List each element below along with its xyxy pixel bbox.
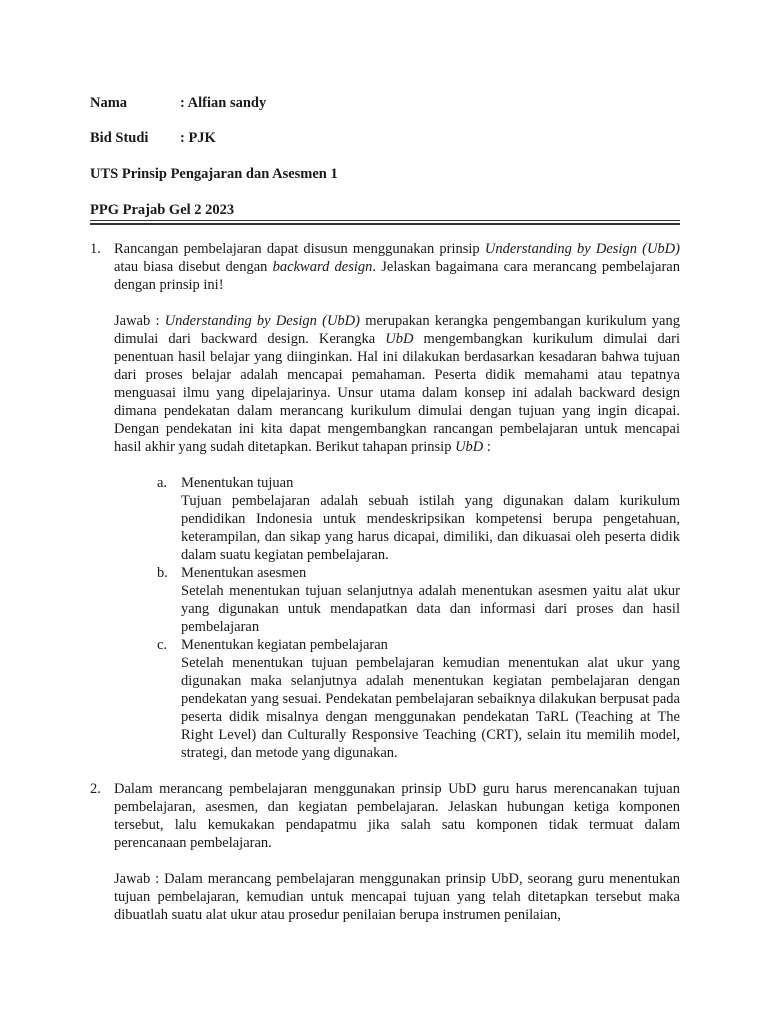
step-item: [157, 474, 680, 564]
question-number: 2.: [90, 781, 101, 797]
program-title: PPG Prajab Gel 2 2023: [90, 202, 235, 218]
step-title: Menentukan asesmen: [181, 565, 307, 581]
answer-text-part: mengembangkan kurikulum dimulai dari penentuan hasil belajar yang diinginkan. Hal ini dilakukan berdasarkan kesadaran bahwa tujuan dari proses belajar adalah mencapai pemahaman. Peserta didik memahami atau tepatnya menguasai ilmu yang dipelajarinya. Unsur utama dalam konsep ini adalah backward design dimana pendekatan dalam merancang kurikulum dimulai dengan tujuan yang ingin dicapai. Dengan pendekatan ini kita dapat mengembangkan rancangan pembelajaran untuk mencapai hasil akhir yang sudah ditetapkan. Berikut tahapan prinsip: [114, 331, 681, 455]
document-body: [90, 240, 680, 924]
question-text-part: . Jelaskan bagaimana cara merancang pembelajaran dengan prinsip ini!: [114, 259, 680, 293]
name-value: : Alfian sandy: [180, 95, 267, 111]
step-body: Tujuan pembelajaran adalah sebuah istilah yang digunakan dalam kurikulum pendidikan Indonesia untuk mendeskripsikan kompetensi berupa pengetahuan, keterampilan, dan sikap yang harus dicapai, dimiliki, dan dikuasai oleh peserta didik dalam suatu kegiatan pembelajaran.: [181, 493, 680, 563]
step-body: Setelah menentukan tujuan pembelajaran kemudian menentukan alat ukur yang digunakan maka selanjutnya adalah menentukan kegiatan pembelajaran dengan pendekatan yang sesuai. Pendekatan pembelajaran sebaiknya dilakukan berpusat pada peserta didik misalnya dengan menggunakan pendekatan TaRL (Teaching at The Right Level) dan Culturally Responsive Teaching (CRT), selain itu memilih model, strategi, dan metode yang digunakan.: [181, 655, 680, 761]
answer-text: [114, 312, 680, 456]
step-item: [157, 636, 680, 762]
question-2: [90, 780, 680, 924]
course-title: UTS Prinsip Pengajaran dan Asesmen 1: [90, 166, 338, 182]
step-body: Setelah menentukan tujuan selanjutnya adalah menentukan asesmen yaitu alat ukur yang digunakan untuk mendapatkan data dan informasi dari proses dan hasil pembelajaran: [181, 583, 680, 635]
question-text: [114, 240, 680, 294]
answer-text-part: :: [483, 439, 491, 455]
question-text-italic: backward design: [272, 259, 373, 275]
question-1: [90, 240, 680, 456]
name-label: Nama: [90, 95, 128, 111]
question-number: 1.: [90, 241, 101, 257]
subject-value: : PJK: [180, 130, 216, 146]
header-divider-thin: [90, 220, 680, 221]
header-divider-thick: [90, 223, 680, 225]
step-letter: b.: [157, 565, 168, 581]
answer-text-italic: Understanding by Design (UbD): [164, 313, 360, 329]
step-title: Menentukan tujuan: [181, 475, 294, 491]
answer-text: Jawab : Dalam merancang pembelajaran menggunakan prinsip UbD, seorang guru menentukan tujuan pembelajaran, kemudian untuk mencapai tujuan yang telah ditetapkan tersebut maka dibuatlah suatu alat ukur atau prosedur penilaian berupa instrumen penilaian,: [114, 871, 680, 923]
name-row: [90, 94, 266, 112]
step-title: Menentukan kegiatan pembelajaran: [181, 637, 388, 653]
step-item: [157, 564, 680, 636]
question-text-italic: Understanding by Design (UbD): [484, 241, 680, 257]
answer-text-italic: UbD: [455, 439, 484, 455]
question-text-part: Rancangan pembelajaran dapat disusun menggunakan prinsip: [114, 241, 485, 257]
question-text-part: atau biasa disebut dengan: [114, 259, 273, 275]
answer-text-part: merupakan kerangka pengembangan kurikulum yang dimulai dari backward design. Kerangka: [114, 313, 680, 347]
answer-text-italic: UbD: [385, 331, 414, 347]
answer-text-part: Jawab :: [114, 313, 165, 329]
step-letter: a.: [157, 475, 168, 491]
subject-row: [90, 129, 216, 147]
subject-label: Bid Studi: [90, 130, 149, 146]
step-letter: c.: [157, 637, 168, 653]
question-text: Dalam merancang pembelajaran menggunakan prinsip UbD guru harus merencanakan tujuan pembelajaran, asesmen, dan kegiatan pembelajaran. Jelaskan hubungan ketiga komponen tersebut, lalu kemukakan pendapatmu jika salah satu komponen tidak termuat dalam perencanaan pembelajaran.: [114, 781, 680, 851]
